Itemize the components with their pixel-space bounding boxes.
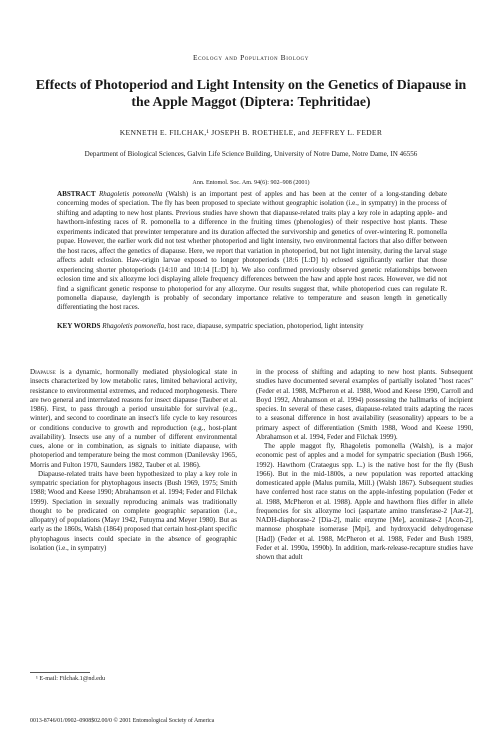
keywords-species: Rhagoletis pomonella [102,322,165,330]
author-list: KENNETH E. FILCHAK,¹ JOSEPH B. ROETHELE, and JEFFREY L. FEDER [119,128,383,137]
journal-citation: Ann. Entomol. Soc. Am. 94(6): 902–908 (2001) [192,180,310,186]
paragraph-lead: Diapause [30,368,56,376]
section-heading: Ecology and Population Biology [193,53,309,62]
body-column-left [30,368,237,553]
body-paragraph [30,368,237,470]
abstract-species: Rhagoletis pomonella [98,190,163,198]
keywords [57,322,447,331]
abstract-text: (Walsh) is an important pest of apples and has been at the center of a long-standing debate concerning modes of speciation. The fly has been proposed to speciate without geographic isolation (i.e., in sympatry) in the process of shifting and adapting to new host plants. Previous studies have shown that diapause-related traits play a key role in adapting apple- and hawthorn-infesting races of R. pomonella to a difference in the fruiting times (phenologies) of their respective host plants. These experiments indicated that prewinter temperature and its duration affected the survivorship and genetics of over-wintering R. pomonella pupae. However, the earlier work did not test whether photoperiod and light intensity, two environmental factors that also differ between the host races, affect the genetics of diapause. Here, we report that variation in photoperiod, but not light intensity, during the larval stage affects adult eclosion. Haw-origin larvae exposed to longer photoperiods (18:6 [L:D] h) eclosed significantly earlier that those experiencing shorter photoperiods (14:10 and 10:14 [L:D] h). We also confirmed previously observed genetic relationships between eclosion time and six allozyme loci displaying allele frequency differences between the haw and apple host races. However, we did not find a significant genetic response to photoperiod for any allozyme. Our results suggest that, while photoperiod cues can regulate R. pomonella diapause, daylength is probably of secondary importance relative to temperature and season length in genetically differentiating the host races. [57,190,447,312]
abstract-label: ABSTRACT [57,190,96,198]
body-paragraph: The apple maggot fly, Rhagoletis pomonella (Walsh), is a major economic pest of apples and a model for sympatric speciation (Bush 1966, 1992). Hawthorn (Crataegus spp. L.) is the native host for the fly (Bush 1966). But in the mid-1800s, a new population was reported attacking domesticated apple (Malus pumila, Mill.) (Walsh 1867). Subsequent studies have conferred host race status on the apple-infesting population (Feder et al. 1988, McPheron et al. 1988). Apple and hawthorn flies differ in allele frequencies for six allozyme loci (aspartate amino transferase-2 [Aat-2], NADH-diaphorase-2 [Dia-2], malic enzyme [Me], aconitase-2 [Acon-2], mannose phosphate isomerase [Mpi], and hydroxyacid dehydrogenase [Had]) (Feder et al. 1988, McPheron et al. 1988, Feder and Bush 1989, Feder et al. 1990a, 1990b). In addition, mark-release-recapture studies have shown that adult [256,442,473,561]
footnote: ¹ E-mail: Filchak.1@nd.edu [36,675,106,682]
body-column-right [256,368,473,562]
body-paragraph: Diapause-related traits have been hypothesized to play a key role in sympatric speciation for phytophagous insects (Bush 1969, 1975; Smith 1988; Wood and Keese 1990; Abrahamson et al. 1994; Feder and Filchak 1999). Speciation in sexually reproducing animals was traditionally thought to be predicated on complete geographic separation (i.e., allopatry) of populations (Mayr 1942, Futuyma and Meyer 1980). But as early as the 1860s, Walsh (1864) proposed that certain host-plant specific phytophagous insects could speciate in the absence of geographic isolation (i.e., in sympatry) [30,469,237,552]
page-footer: 0013-8746/01/0902–0908$02.00/0 © 2001 Entomological Society of America [30,718,215,724]
body-paragraph: in the process of shifting and adapting to new host plants. Subsequent studies have documented several examples of partially isolated "host races" (Feder et al. 1988, McPheron et al. 1988, Wood and Keese 1990, Carroll and Boyd 1992, Abrahamson et al. 1994) possessing the hallmarks of incipient species. In several of these cases, diapause-related traits adapting the races to a seasonal difference in host availability (seasonality) appears to be a primary aspect of differentiation (Smith 1988, Wood and Keese 1990, Abrahamson et al. 1994, Feder and Filchak 1999). [256,368,473,441]
abstract [57,190,447,313]
author-affiliation: Department of Biological Sciences, Galvin Life Science Building, University of Notre Dame, Notre Dame, IN 46556 [84,150,418,158]
paragraph-text: is a dynamic, hormonally mediated physiological state in insects characterized by low metabolic rates, limited behavioral activity, resistance to environmental extremes, and reduced morphogenesis. There are two general and interrelated reasons for insect diapause (Tauber et al. 1986). First, to pass through a period unsuitable for survival (e.g., winter), and second to coordinate an insect's life cycle to key resources or conditions conducive to growth and reproduction (e.g., host-plant availability). Insects use any of a number of different environmental cues, alone or in combination, as signals to initiate diapause, with photoperiod and temperature being the most common (Danilevsky 1965, Morris and Fulton 1970, Saunders 1982, Tauber et al. 1986). [30,368,237,469]
keywords-text: , host race, diapause, sympatric speciation, photoperiod, light intensity [164,322,364,330]
keywords-label: KEY WORDS [57,322,101,330]
paper-title: Effects of Photoperiod and Light Intensity on the Genetics of Diapause in the Apple Maggot (Diptera: Tephritidae) [35,77,467,109]
footnote-rule [30,672,90,673]
